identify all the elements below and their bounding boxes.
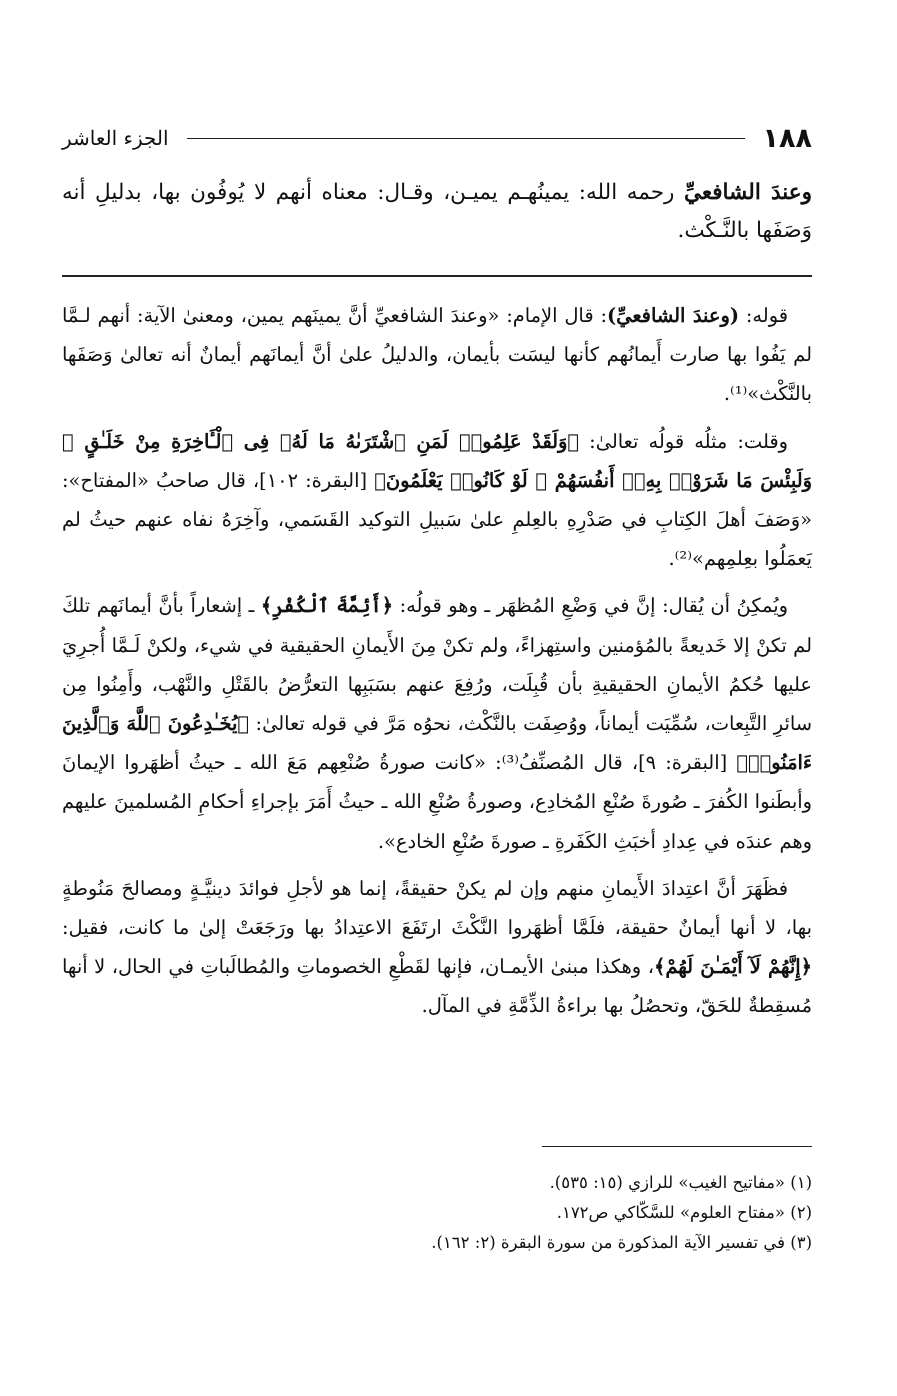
quran-verse: ﴿إِنَّهُمْ لَآ أَيْمَـٰنَ لَهُمْ﴾ (653, 955, 812, 979)
para4-prefix: فظَهَرَ أنَّ اعتِدادَ الأَيمانِ منهم وإن لم يكنْ حقيقةً، إنما هو لأجلِ فوائدَ دينيَّـةٍ ومصالحَ مَنُوطةٍ بها، لا أنها أيمانٌ حقيقة، فلَمَّا أظهَروا النَّكْثَ ارتَفَعَ الاعتِدادُ بها ورَجَعَتْ إلىٰ ما كانت، فقيل: (62, 876, 812, 940)
para4-text: ، وهكذا مبنىٰ الأيمـان، فإنها لقَطْعِ الخصوماتِ والمُطالَباتِ في الحال، لا أنها مُسقِطةٌ للحَقّ، وتحصُلُ بها براءةُ الذِّمَّةِ في المآل. (62, 955, 812, 1018)
para1-prefix: قوله: (739, 304, 788, 327)
footnote-3: (٣) في تفسير الآية المذكورة من سورة البقرة (٢: ١٦٢). (431, 1233, 812, 1252)
main-text (62, 174, 812, 250)
footnote-1: (١) «مفاتيح الغيب» للرازي (١٥: ٥٣٥). (549, 1173, 812, 1192)
para1-lemma: (وعندَ الشافعيِّ) (606, 304, 740, 327)
commentary-paragraph (62, 586, 812, 860)
running-title: الجزء العاشر (62, 126, 169, 150)
para3-mid: ـ إشعاراً بأنَّ أيمانَهم تلكَ لم تكنْ إلا خَديعةً بالمُؤمنين واستِهزاءً، ولم تكنْ مِنَ الأَيمانِ الحقيقية في شيء، ولكنْ لَـمَّا أُجرِيَ عليها حُكمُ الأيمانِ الحقيقيةِ بأن قُبِلَت، ورُفِعَ عنهم بسَبَبِها التعرُّضُ بالقَتْلِ والنَّهْب، وأَمِنُوا مِن سائرِ التَّبِعات، سُمِّيَت أيماناً، ووُصِفَت بالنَّكْث، نحوُه مَرَّ في قوله تعالىٰ: (62, 594, 812, 736)
commentary (62, 296, 812, 1034)
para2-text: [البقرة: ١٠٢]، قال صاحبُ «المفتاح»: «وَصَفَ أهلَ الكِتابِ في صَدْرِهِ بالعِلمِ علىٰ سَبيلِ التوكيد القَسَمي، وآخِرَهُ نفاه عنهم حيثُ لم يَعمَلُوا بعِلمِهم»⁽²⁾. (62, 468, 812, 571)
commentary-paragraph (62, 869, 812, 1026)
main-text-body: رحمه الله: يمينُهـم يميـن، وقـال: معناه أنهم لا يُوفُون بها، بدليلِ أنه وَصَفَها بالنَّـكْث. (62, 180, 812, 243)
para3-text: [البقرة: ٩]، قال المُصنِّفُ⁽³⁾: «كانت صورةُ صُنْعِهم مَعَ الله ـ حيثُ أظهَروا الإيمانَ وأبطَنوا الكُفرَ ـ صُورةَ صُنْعِ المُخادِع، وصورةُ صُنْعِ الله ـ حيثُ أَمَرَ بإجراءِ أحكامِ المُسلمينَ عليهم وهم عندَه في عِدادِ أخبَثِ الكَفَرةِ ـ صورةَ صُنْعِ الخادع». (62, 751, 812, 853)
page-header (62, 118, 812, 158)
para3-prefix: ويُمكِنُ أن يُقال: إنَّ في وَضْعِ المُظهَر ـ وهو قولُه: (393, 594, 789, 618)
main-text-lead: وعندَ الشافعيِّ (683, 180, 812, 205)
para2-prefix: وقلت: مثلُه قولُه تعالىٰ: (579, 429, 788, 453)
page-number: ١٨٨ (762, 122, 812, 154)
section-divider (62, 275, 812, 277)
footnote-rule (542, 1146, 812, 1147)
quran-verse: ﴿وَلَقَدْ عَلِمُوا۟ لَمَنِ ٱشْتَرَىٰهُ مَا لَهُۥ فِى ٱلْـَٔاخِرَةِ مِنْ خَلَـٰقٍ ۚ وَلَبِئْسَ مَا شَرَوْا۟ بِهِۦٓ أَنفُسَهُمْ ۚ لَوْ كَانُوا۟ يَعْلَمُونَ﴾ (62, 429, 812, 492)
para1-text: : قال الإمام: «وعندَ الشافعيِّ أنَّ يمينَهم يمين، ومعنىٰ الآية: أنهم لـمَّا لم يَفُوا بها صارت أَيمانُهم كأنها ليسَت بأيمان، والدليلُ علىٰ أنَّ أيمانَهم أيمانٌ أنه تعالىٰ وَصَفَها بالنَّكْث»⁽¹⁾. (62, 304, 812, 406)
footnote-2: (٢) «مفتاح العلوم» للسَّكّاكي ص١٧٢. (556, 1203, 812, 1222)
commentary-paragraph (62, 296, 812, 414)
commentary-paragraph (62, 422, 812, 579)
header-rule (187, 138, 745, 139)
book-page (62, 0, 812, 1396)
quran-verse: ﴿أَئِمَّةَ ٱلْكُفْرِ﴾ (260, 594, 394, 618)
quran-verse: ﴿يُخَـٰدِعُونَ ٱللَّهَ وَٱلَّذِينَ ءَامَنُوا۟﴾ (62, 712, 812, 775)
footnotes (62, 1168, 812, 1258)
